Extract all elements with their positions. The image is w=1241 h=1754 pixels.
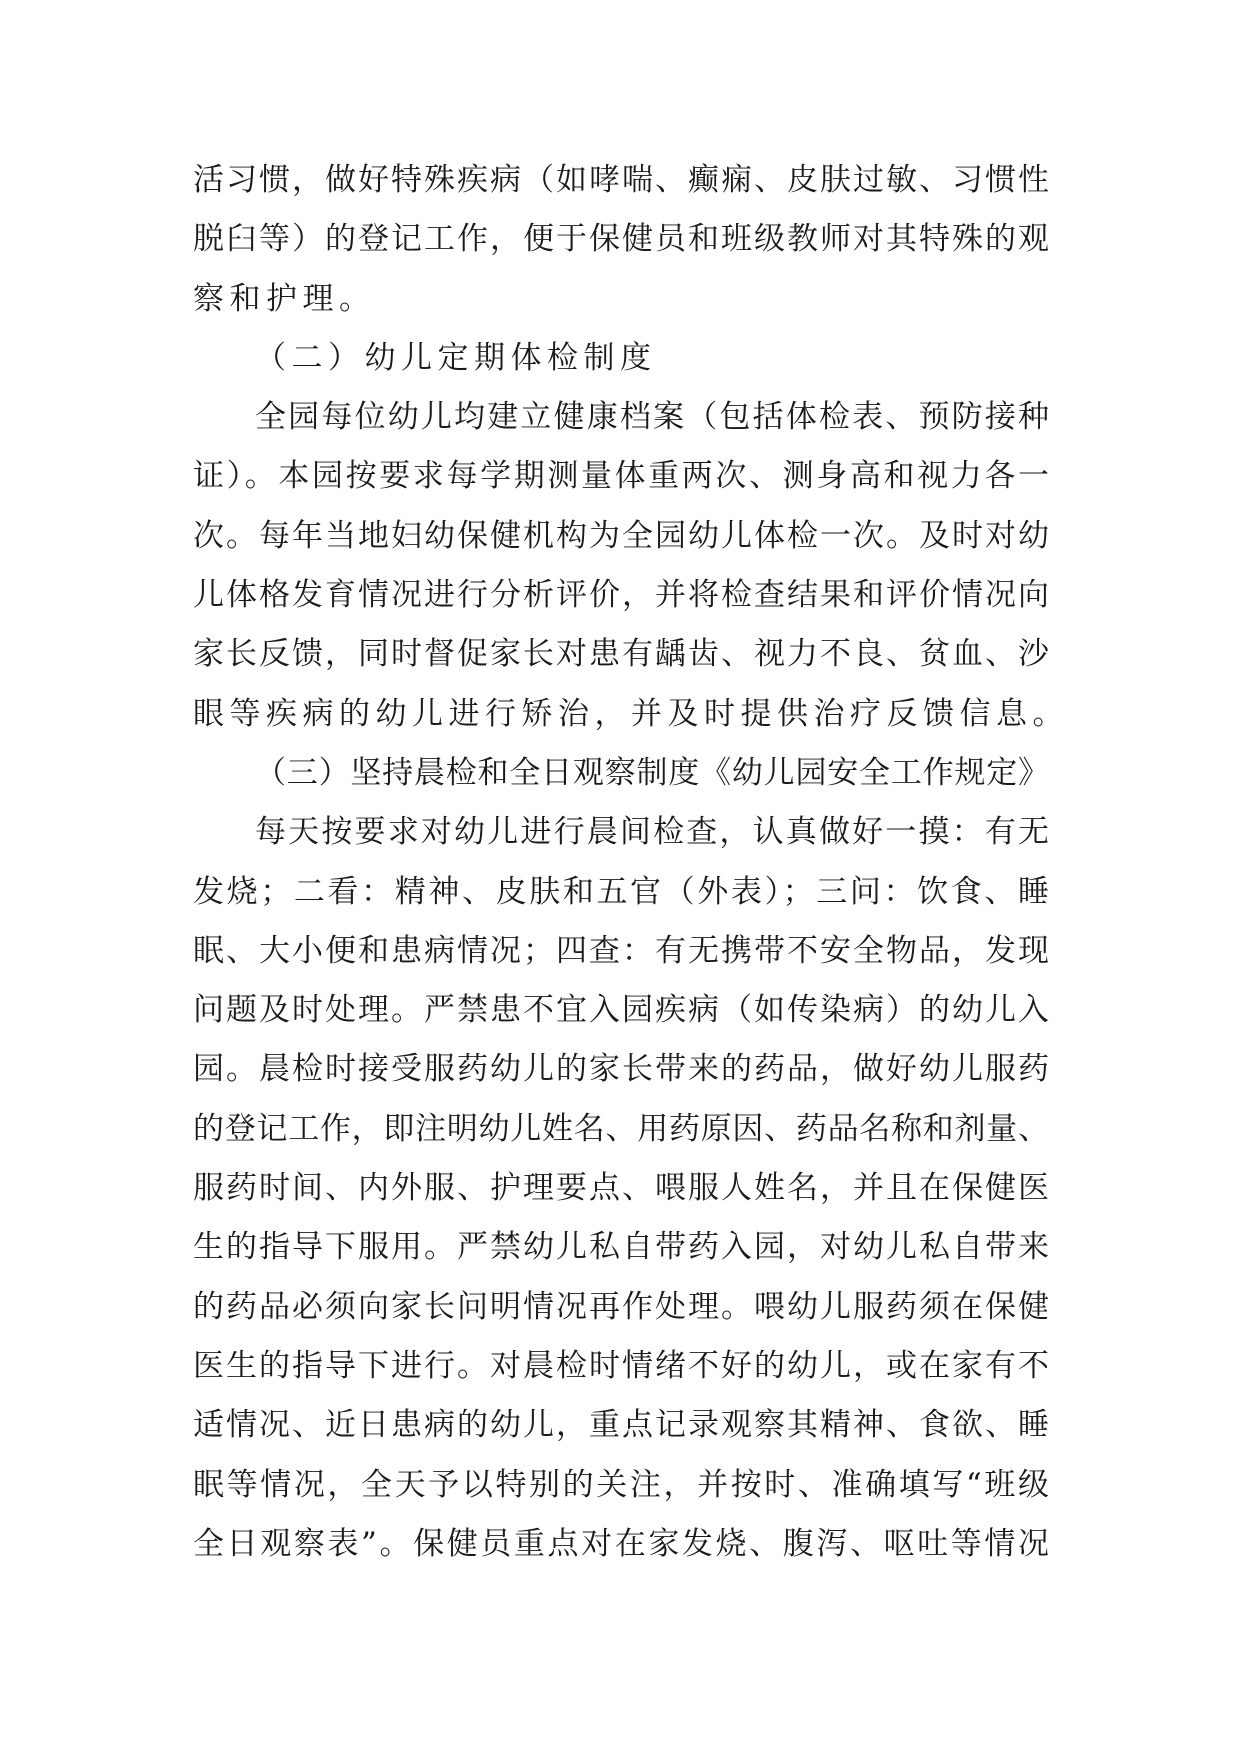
text-line: 察和护理。 [193, 280, 376, 317]
text-line: 脱臼等）的登记工作，便于保健员和班级教师对其特殊的观 [193, 221, 1049, 258]
text-line: 的药品必须向家长问明情况再作处理。喂幼儿服药须在保健 [193, 1288, 1049, 1325]
text-line: 发烧；二看：精神、皮肤和五官（外表）；三问：饮食、睡 [193, 873, 1049, 910]
section-heading: （二）幼儿定期体检制度 [255, 339, 657, 376]
text-line: 生的指导下服用。严禁幼儿私自带药入园，对幼儿私自带来 [193, 1229, 1049, 1266]
body-text [193, 160, 1069, 1583]
text-line: 全园每位幼儿均建立健康档案（包括体检表、预防接种 [255, 399, 1049, 436]
text-line: 适情况、近日患病的幼儿，重点记录观察其精神、食欲、睡 [193, 1407, 1049, 1444]
text-line: 活习惯，做好特殊疾病（如哮喘、癫痫、皮肤过敏、习惯性 [193, 162, 1049, 198]
text-line: 每天按要求对幼儿进行晨间检查，认真做好一摸：有无 [255, 814, 1049, 851]
text-line: 全日观察表”。保健员重点对在家发烧、腹泻、呕吐等情况 [193, 1525, 1049, 1562]
text-line: 问题及时处理。严禁患不宜入园疾病（如传染病）的幼儿入 [193, 992, 1049, 1029]
text-line: 眠、大小便和患病情况；四查：有无携带不安全物品，发现 [193, 932, 1049, 969]
text-line: 园。晨检时接受服药幼儿的家长带来的药品，做好幼儿服药 [193, 1051, 1049, 1088]
text-line: 儿体格发育情况进行分析评价，并将检查结果和评价情况向 [193, 577, 1049, 614]
text-line: 眠等情况，全天予以特别的关注，并按时、准确填写“班级 [193, 1466, 1049, 1503]
section-heading: （三）坚持晨检和全日观察制度《幼儿园安全工作规定》 [255, 754, 1049, 791]
text-line: 的登记工作，即注明幼儿姓名、用药原因、药品名称和剂量、 [193, 1110, 1049, 1147]
text-line: 医生的指导下进行。对晨检时情绪不好的幼儿，或在家有不 [193, 1347, 1049, 1384]
text-line: 眼等疾病的幼儿进行矫治，并及时提供治疗反馈信息。 [193, 695, 1069, 732]
text-line: 次。每年当地妇幼保健机构为全园幼儿体检一次。及时对幼 [193, 517, 1049, 554]
text-line: 家长反馈，同时督促家长对患有龋齿、视力不良、贫血、沙 [193, 636, 1049, 673]
text-line: 服药时间、内外服、护理要点、喂服人姓名，并且在保健医 [193, 1170, 1049, 1207]
text-line: 证）。本园按要求每学期测量体重两次、测身高和视力各一 [193, 458, 1049, 495]
